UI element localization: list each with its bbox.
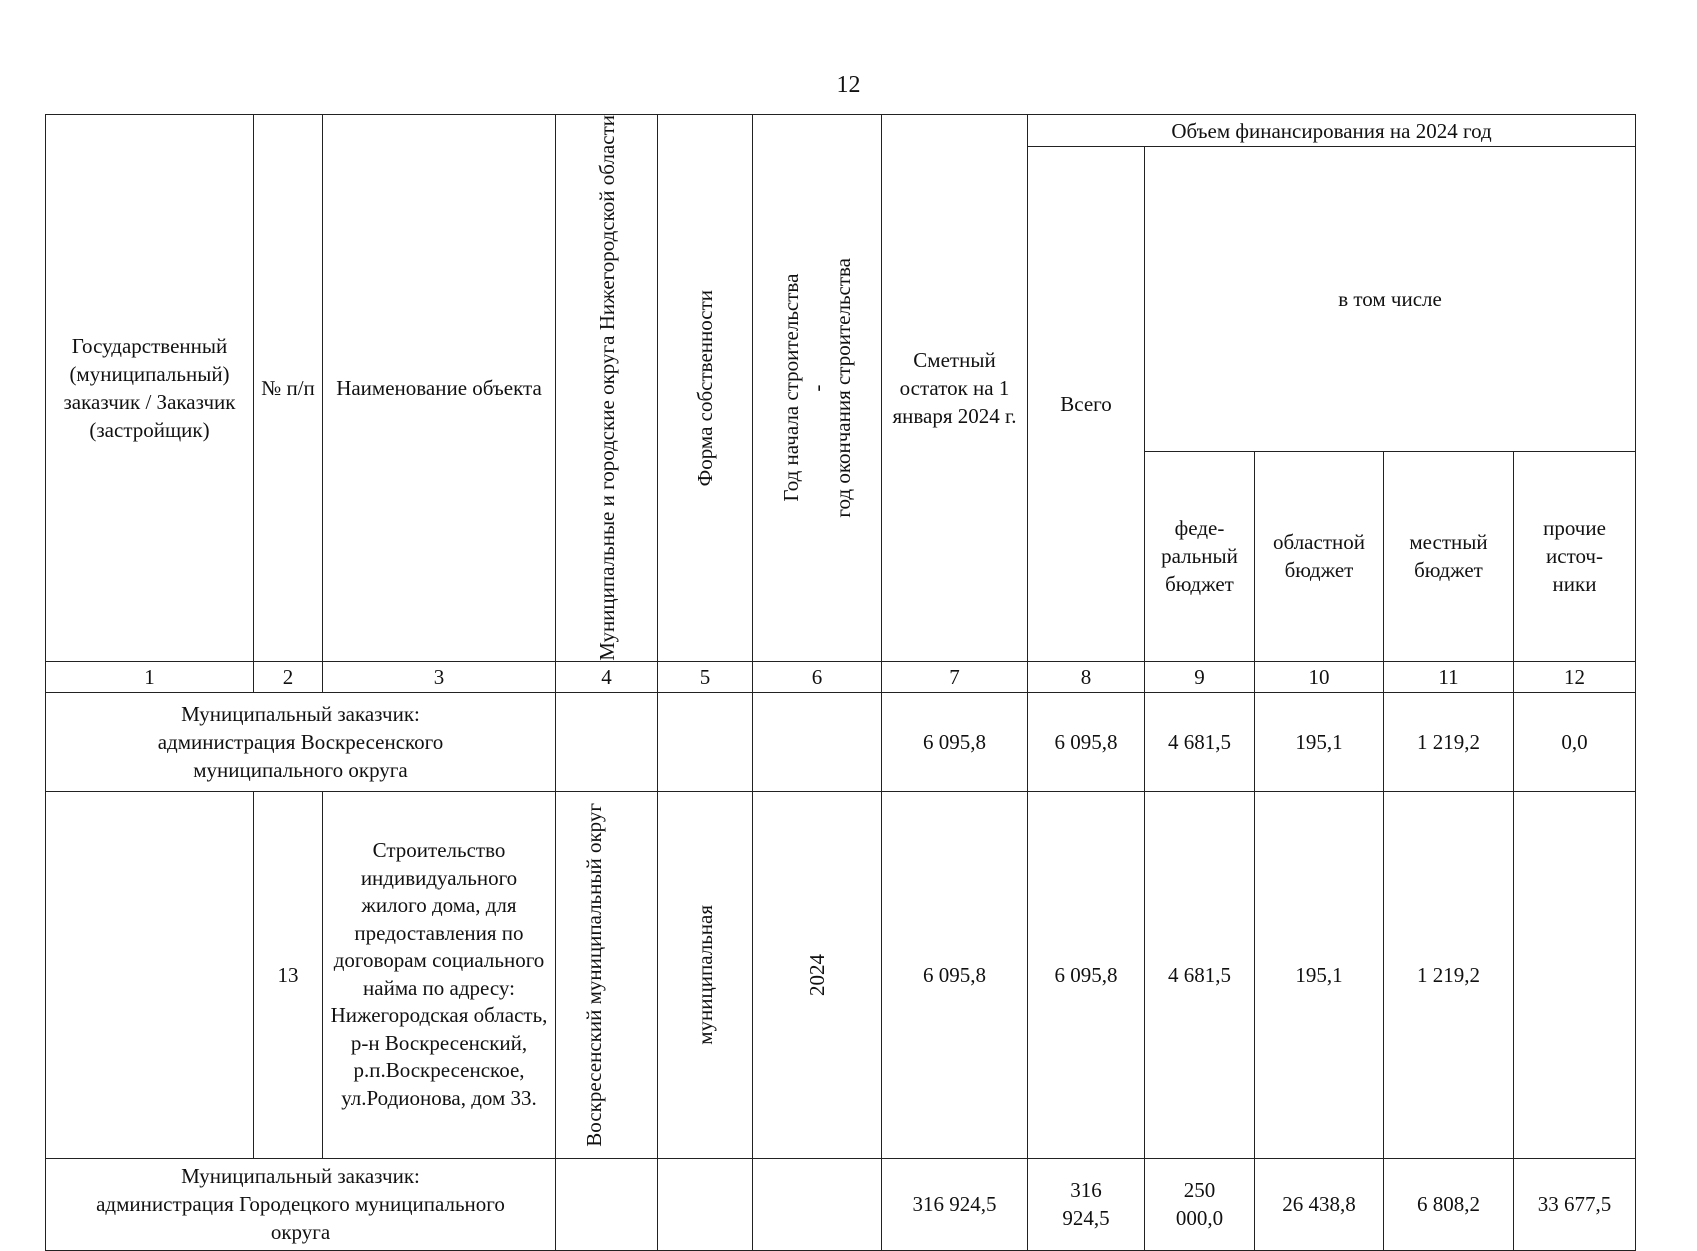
local-cell: 1 219,2 (1384, 791, 1514, 1158)
column-number: 5 (658, 661, 753, 692)
page-number: 12 (836, 72, 861, 98)
federal-cell: 4 681,5 (1145, 692, 1255, 791)
header-regional: областной бюджет (1255, 451, 1384, 661)
header-local: местный бюджет (1384, 451, 1514, 661)
years-cell: 2024 (753, 791, 882, 1158)
local-cell: 1 219,2 (1384, 692, 1514, 791)
customer-cell: Муниципальный заказчик: администрация Воскресенского муниципального округа (46, 692, 556, 791)
other-cell: 33 677,5 (1514, 1158, 1636, 1250)
header-customer: Государственный (муниципальный) заказчик / Заказчик (застройщик) (46, 115, 254, 662)
empty-cell (658, 1158, 753, 1250)
regional-cell: 195,1 (1255, 692, 1384, 791)
total-cell: 316 924,5 (1028, 1158, 1145, 1250)
header-ownership: Форма собственности (658, 115, 753, 662)
header-total: Всего (1028, 147, 1145, 662)
regional-cell: 26 438,8 (1255, 1158, 1384, 1250)
funding-table (45, 114, 1636, 1251)
column-number: 11 (1384, 661, 1514, 692)
empty-cell (556, 1158, 658, 1250)
column-number: 12 (1514, 661, 1636, 692)
empty-cell (658, 692, 753, 791)
column-number: 6 (753, 661, 882, 692)
column-number: 2 (254, 661, 323, 692)
local-cell: 6 808,2 (1384, 1158, 1514, 1250)
total-cell: 6 095,8 (1028, 692, 1145, 791)
other-cell (1514, 791, 1636, 1158)
column-number: 8 (1028, 661, 1145, 692)
column-number: 4 (556, 661, 658, 692)
header-funding-group: Объем финансирования на 2024 год (1028, 115, 1636, 147)
other-cell: 0,0 (1514, 692, 1636, 791)
header-municipality: Муниципальные и городские округа Нижегородской области (556, 115, 658, 662)
federal-cell: 250 000,0 (1145, 1158, 1255, 1250)
header-estimate: Сметный остаток на 1 января 2024 г. (882, 115, 1028, 662)
customer-row (46, 692, 1636, 791)
column-number-row (46, 661, 1636, 692)
header-object-name: Наименование объекта (323, 115, 556, 662)
municipality-cell: Воскресенский муниципальный округ (556, 791, 658, 1158)
object-row (46, 791, 1636, 1158)
estimate-cell: 6 095,8 (882, 692, 1028, 791)
column-number: 7 (882, 661, 1028, 692)
column-number: 10 (1255, 661, 1384, 692)
header-federal: феде- ральный бюджет (1145, 451, 1255, 661)
column-number: 3 (323, 661, 556, 692)
column-number: 1 (46, 661, 254, 692)
estimate-cell: 6 095,8 (882, 791, 1028, 1158)
total-cell: 6 095,8 (1028, 791, 1145, 1158)
column-number: 9 (1145, 661, 1255, 692)
customer-row (46, 1158, 1636, 1250)
ownership-cell: муниципальная (658, 791, 753, 1158)
header-years: Год начала строительства - год окончания строительства (753, 115, 882, 662)
empty-cell (556, 692, 658, 791)
header-number: № п/п (254, 115, 323, 662)
estimate-cell: 316 924,5 (882, 1158, 1028, 1250)
federal-cell: 4 681,5 (1145, 791, 1255, 1158)
empty-cell (753, 1158, 882, 1250)
row-number: 13 (254, 791, 323, 1158)
customer-cell: Муниципальный заказчик: администрация Городецкого муниципального округа (46, 1158, 556, 1250)
header-other: прочие источ- ники (1514, 451, 1636, 661)
empty-cell (753, 692, 882, 791)
object-name-cell: Строительство индивидуального жилого дома, для предоставления по договорам социального найма по адресу: Нижегородская область, р-н Воскресенский, р.п.Воскресенское, ул.Родионова, дом 33. (323, 791, 556, 1158)
header-including: в том числе (1145, 147, 1636, 452)
empty-cell (46, 791, 254, 1158)
regional-cell: 195,1 (1255, 791, 1384, 1158)
